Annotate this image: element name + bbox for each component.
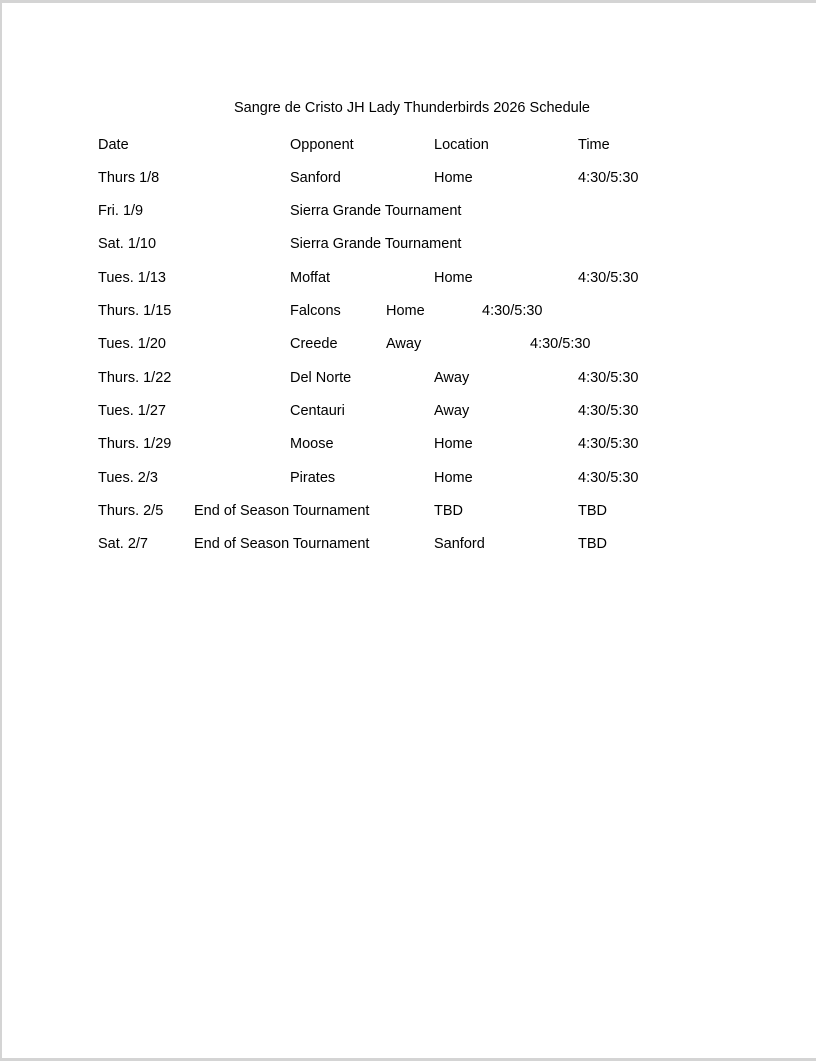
row-opponent: End of Season Tournament xyxy=(194,503,370,519)
row-opponent: Sierra Grande Tournament xyxy=(290,203,462,219)
row-date: Thurs. 2/5 xyxy=(98,503,164,519)
row-date: Thurs. 1/15 xyxy=(98,303,172,319)
row-opponent: Moose xyxy=(290,436,334,452)
row-date: Tues. 2/3 xyxy=(98,470,158,486)
row-time: 4:30/5:30 xyxy=(530,336,591,352)
row-date: Thurs. 1/22 xyxy=(98,370,172,386)
row-time: 4:30/5:30 xyxy=(578,470,639,486)
row-opponent: Centauri xyxy=(290,403,345,419)
row-time: TBD xyxy=(578,536,607,552)
row-opponent: Pirates xyxy=(290,470,336,486)
row-opponent: Sanford xyxy=(290,170,341,186)
header-time: Time xyxy=(578,137,610,153)
header-date: Date xyxy=(98,137,129,153)
row-date: Fri. 1/9 xyxy=(98,203,144,219)
document-page xyxy=(2,3,816,1058)
row-date: Thurs 1/8 xyxy=(98,170,160,186)
row-location: Home xyxy=(434,270,473,286)
row-opponent: Moffat xyxy=(290,270,331,286)
row-date: Tues. 1/13 xyxy=(98,270,166,286)
row-location: Away xyxy=(434,370,470,386)
row-time: 4:30/5:30 xyxy=(578,436,639,452)
row-location: Home xyxy=(434,436,473,452)
row-opponent: Creede xyxy=(290,336,338,352)
row-location: Home xyxy=(434,470,473,486)
row-time: 4:30/5:30 xyxy=(578,270,639,286)
row-date: Thurs. 1/29 xyxy=(98,436,172,452)
row-location: Home xyxy=(434,170,473,186)
row-location: Home xyxy=(386,303,425,319)
row-location: Away xyxy=(434,403,470,419)
row-location: Sanford xyxy=(434,536,485,552)
header-opponent: Opponent xyxy=(290,137,354,153)
header-location: Location xyxy=(434,137,489,153)
row-date: Tues. 1/27 xyxy=(98,403,166,419)
row-time: 4:30/5:30 xyxy=(578,170,639,186)
row-date: Sat. 1/10 xyxy=(98,236,157,252)
row-time: 4:30/5:30 xyxy=(578,370,639,386)
row-time: TBD xyxy=(578,503,607,519)
row-time: 4:30/5:30 xyxy=(482,303,543,319)
row-time: 4:30/5:30 xyxy=(578,403,639,419)
row-opponent: End of Season Tournament xyxy=(194,536,370,552)
row-location: Away xyxy=(386,336,422,352)
row-opponent: Del Norte xyxy=(290,370,352,386)
row-opponent: Sierra Grande Tournament xyxy=(290,236,462,252)
row-location: TBD xyxy=(434,503,463,519)
row-date: Tues. 1/20 xyxy=(98,336,166,352)
row-opponent: Falcons xyxy=(290,303,341,319)
row-date: Sat. 2/7 xyxy=(98,536,148,552)
page-title: Sangre de Cristo JH Lady Thunderbirds 2026 Schedule xyxy=(233,100,590,116)
